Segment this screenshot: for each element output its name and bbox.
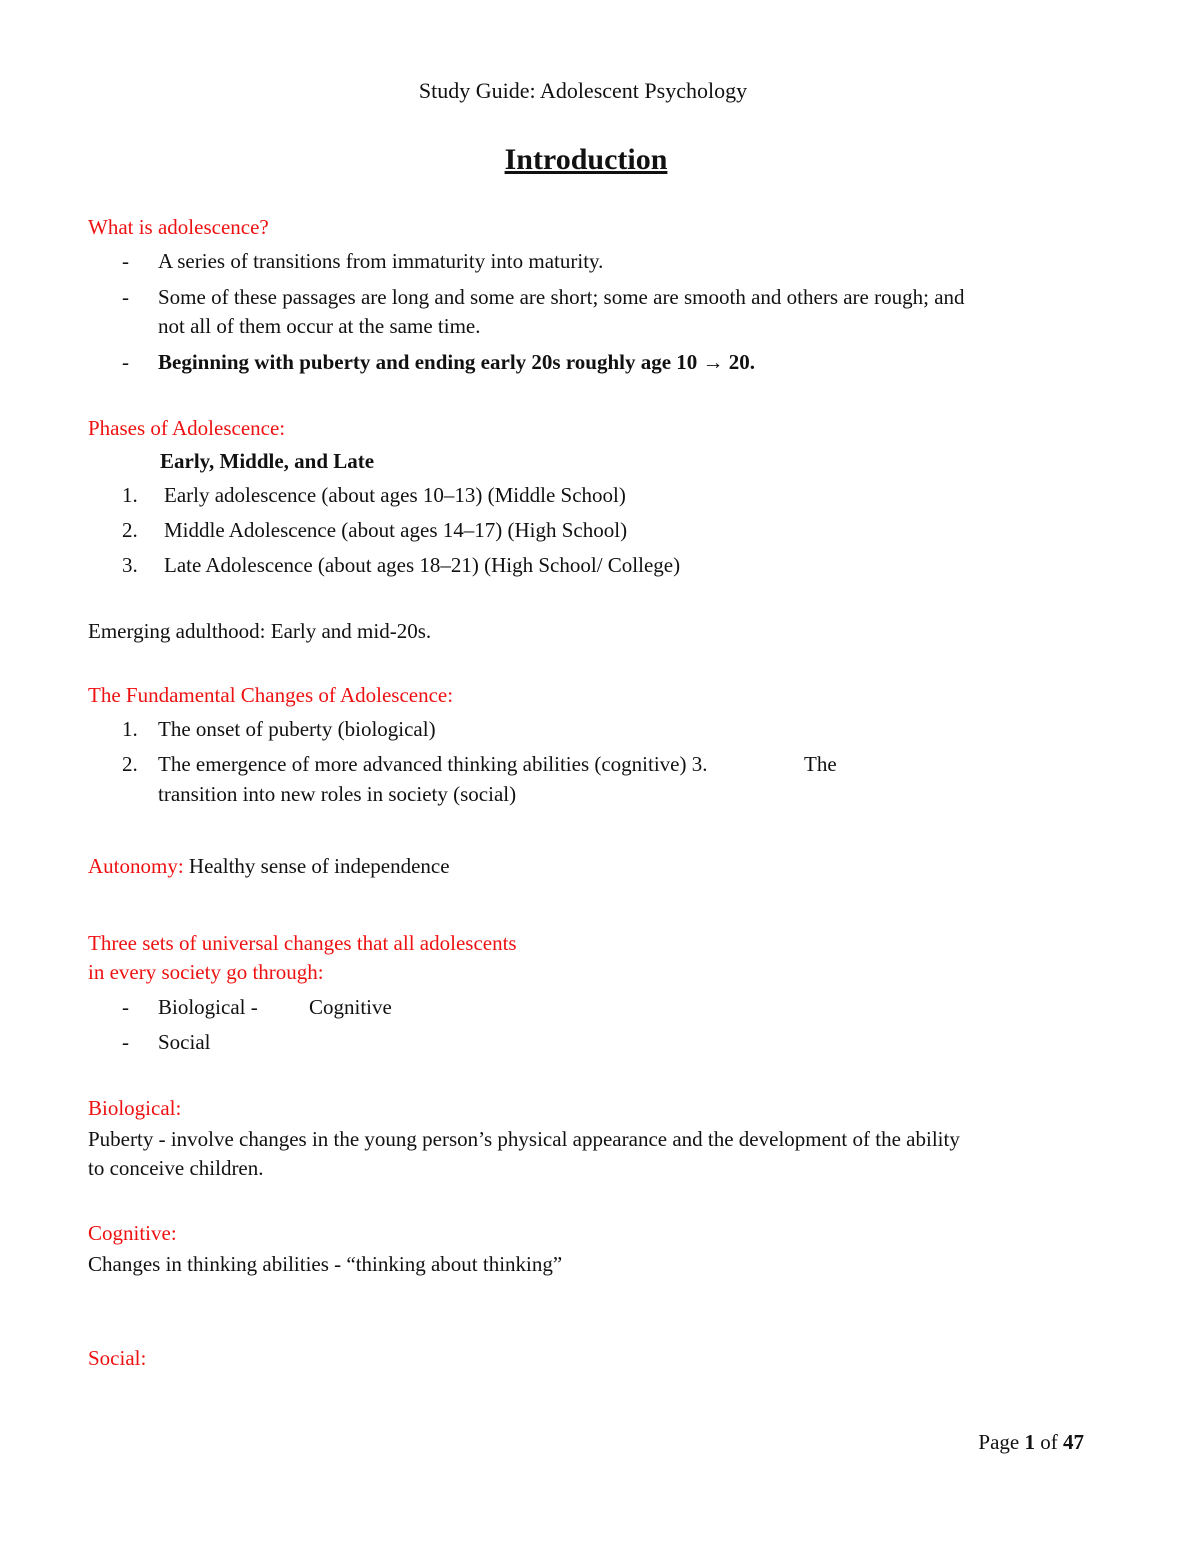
list-item-text: Beginning with puberty and ending early 20s roughly age 10 → 20. <box>158 350 756 374</box>
autonomy-definition <box>88 853 450 879</box>
heading-universal-changes-line2: in every society go through: <box>88 960 324 984</box>
list-number: 2. <box>122 752 138 776</box>
bullet-marker: - <box>122 350 129 374</box>
list-item-text: Late Adolescence (about ages 18–21) (High School/ College) <box>164 553 681 577</box>
current-page: 1 <box>1024 1430 1035 1454</box>
list-number: 3. <box>122 553 138 577</box>
list-item-text: The onset of puberty (biological) <box>158 717 436 741</box>
list-item-text: A series of transitions from immaturity into maturity. <box>158 249 604 273</box>
list-item-text: Middle Adolescence (about ages 14–17) (High School) <box>164 518 628 542</box>
biological-text: Puberty - involve changes in the young person’s physical appearance and the development of the ability <box>88 1127 960 1151</box>
heading-universal-changes: Three sets of universal changes that all adolescents <box>88 931 517 955</box>
list-item-continuation: transition into new roles in society (social) <box>158 782 517 806</box>
autonomy-text: Healthy sense of independence <box>188 854 450 878</box>
heading-social: Social: <box>88 1346 147 1370</box>
autonomy-label: Autonomy: <box>88 854 184 878</box>
cognitive-text: Changes in thinking abilities - “thinking about thinking” <box>88 1252 563 1276</box>
list-item-text: Some of these passages are long and some are short; some are smooth and others are rough; and <box>158 285 965 309</box>
section-title: Introduction <box>504 143 668 176</box>
list-item-text: The emergence of more advanced thinking abilities (cognitive) 3. <box>158 752 708 776</box>
list-item-text: Biological - <box>158 995 258 1019</box>
of-word: of <box>1040 1430 1058 1454</box>
phases-subheading: Early, Middle, and Late <box>160 449 375 473</box>
list-item-text-tail: The <box>804 752 837 776</box>
total-pages: 47 <box>1063 1430 1084 1454</box>
list-number: 1. <box>122 717 138 741</box>
biological-text-line2: to conceive children. <box>88 1156 264 1180</box>
list-number: 1. <box>122 483 138 507</box>
list-item-text: Early adolescence (about ages 10–13) (Middle School) <box>164 483 626 507</box>
list-item-text: Cognitive <box>309 995 392 1019</box>
list-item-text: Social <box>158 1030 211 1054</box>
page-number <box>978 1430 1084 1455</box>
heading-biological: Biological: <box>88 1096 182 1120</box>
bullet-marker: - <box>122 249 129 273</box>
emerging-adulthood-text: Emerging adulthood: Early and mid-20s. <box>88 619 432 643</box>
bullet-marker: - <box>122 285 129 309</box>
bullet-marker: - <box>122 1030 129 1054</box>
bullet-marker: - <box>122 995 129 1019</box>
list-item-continuation: not all of them occur at the same time. <box>158 314 481 338</box>
heading-cognitive: Cognitive: <box>88 1221 177 1245</box>
list-number: 2. <box>122 518 138 542</box>
heading-fundamental-changes: The Fundamental Changes of Adolescence: <box>88 683 454 707</box>
page-word: Page <box>978 1430 1020 1454</box>
heading-phases: Phases of Adolescence: <box>88 416 286 440</box>
document-title: Study Guide: Adolescent Psychology <box>418 78 748 103</box>
heading-what-is-adolescence: What is adolescence? <box>88 215 269 239</box>
